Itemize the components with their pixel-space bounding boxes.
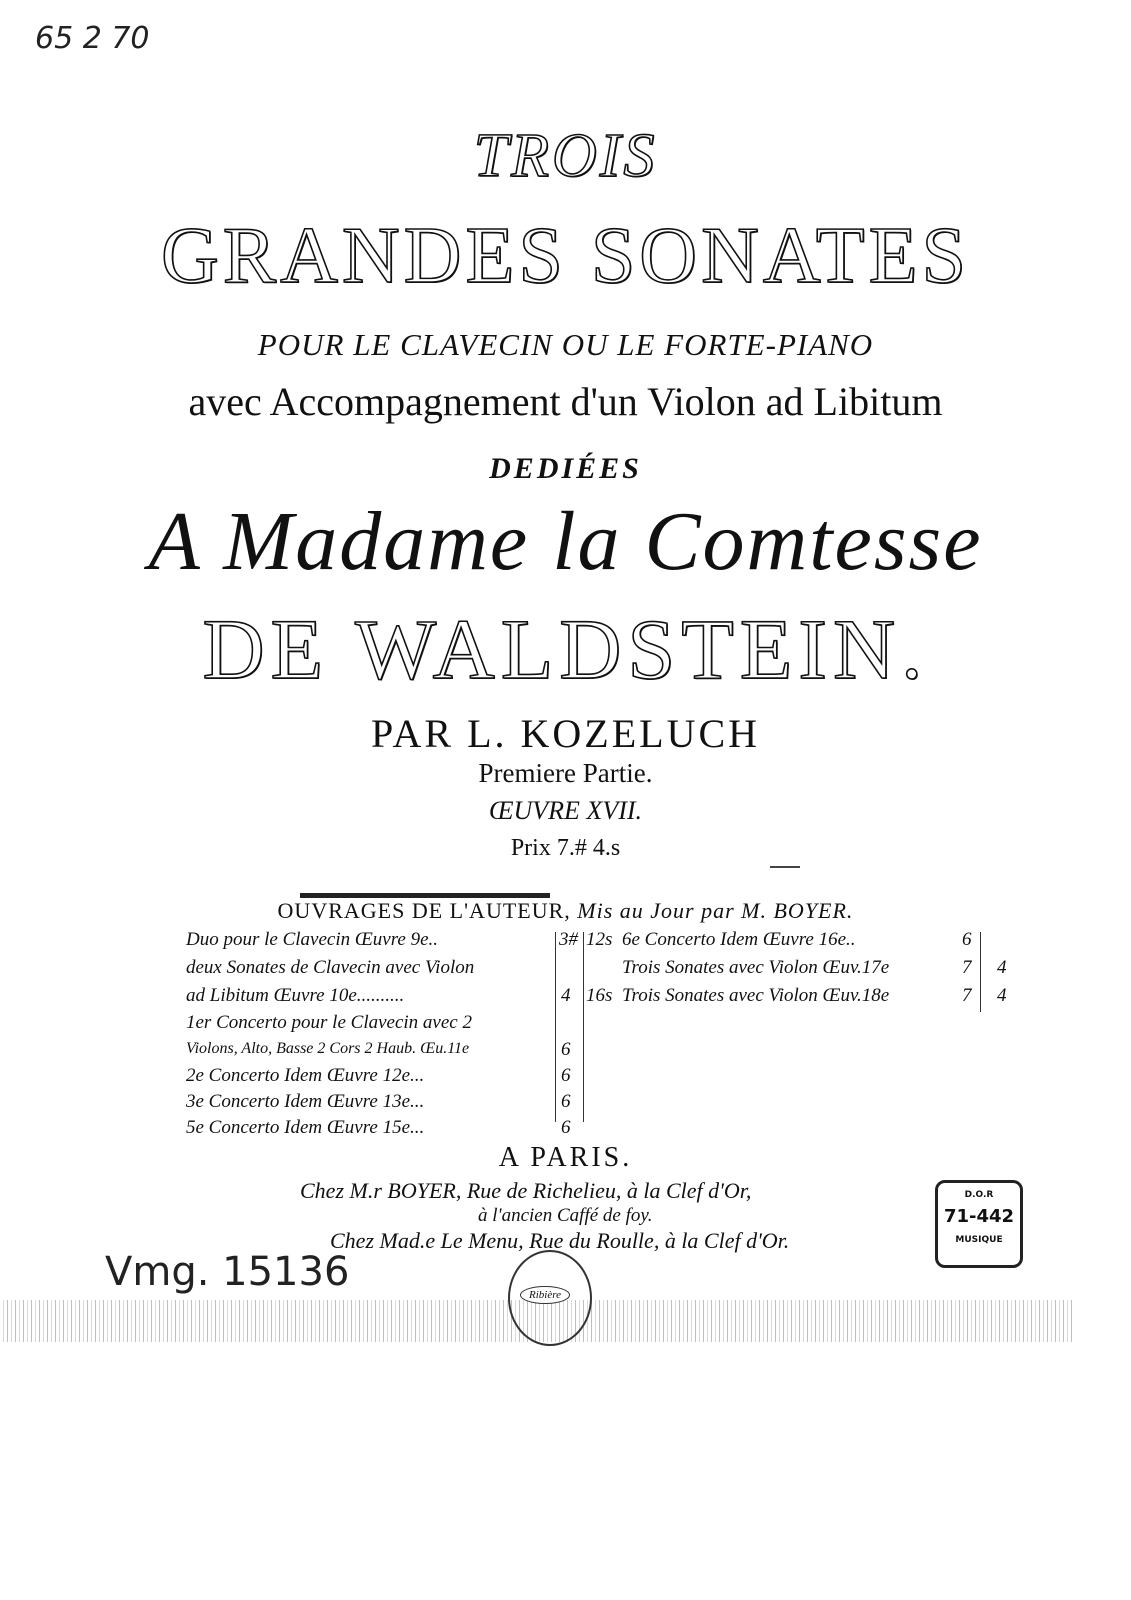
catalogue-heading-main: OUVRAGES DE L'AUTEUR, — [277, 898, 571, 923]
catalogue-row: 1er Concerto pour le Clavecin avec 2 — [186, 1012, 472, 1033]
catalogue-row: deux Sonates de Clavecin avec Violon — [186, 957, 475, 978]
part-label: Premiere Partie. — [478, 758, 653, 788]
catalogue-row: Duo pour le Clavecin Œuvre 9e.. 3# 12s — [186, 929, 613, 950]
catalogue-heading-publisher: Mis au Jour par M. BOYER. — [577, 898, 854, 923]
imprint-line-2: à l'ancien Caffé de foy. — [478, 1205, 653, 1226]
catalogue-row: Trois Sonates avec Violon Œuv.17e 7 4 — [622, 957, 1007, 978]
dedication-label: DEDIÉES — [489, 452, 642, 485]
imprint-line-1: Chez M.r BOYER, Rue de Richelieu, à la Clef d'Or, — [300, 1178, 752, 1203]
title-grandes-sonates: GRANDES SONATES — [161, 212, 970, 300]
catalogue-row: 3e Concerto Idem Œuvre 13e... 6 — [186, 1091, 571, 1112]
handwritten-note: 65 2 70 — [35, 21, 150, 56]
imprint-city: A PARIS. — [498, 1142, 633, 1173]
stamp-number: 71-442 — [943, 1206, 1015, 1227]
dedicatee-script: A Madame la Comtesse — [148, 495, 983, 588]
catalogue-row: Violons, Alto, Basse 2 Cors 2 Haub. Œu.11e 6 — [186, 1039, 571, 1060]
library-stamp — [935, 1180, 1023, 1268]
library-oval-stamp — [508, 1250, 592, 1346]
catalogue-row: Trois Sonates avec Violon Œuv.18e 7 4 — [622, 985, 1007, 1006]
catalogue-row: 2e Concerto Idem Œuvre 12e... 6 — [186, 1065, 571, 1086]
opus-number: ŒUVRE XVII. — [488, 796, 643, 825]
divider — [770, 866, 800, 868]
dedicatee-name: DE WALDSTEIN. — [202, 601, 929, 697]
composer: PAR L. KOZELUCH — [370, 711, 761, 756]
catalogue-heading — [0, 900, 1131, 922]
subtitle-accompaniment: avec Accompagnement d'un Violon ad Libitum — [188, 379, 943, 424]
catalogue-row: 6e Concerto Idem Œuvre 16e.. 6 — [622, 929, 972, 950]
subtitle-instruments: POUR LE CLAVECIN OU LE FORTE-PIANO — [257, 327, 874, 362]
price: Prix 7.# 4.s — [510, 835, 621, 861]
imprint-line-3: Chez Mad.e Le Menu, Rue du Roulle, à la Clef d'Or. — [330, 1228, 790, 1253]
stamp-top: D.O.R — [964, 1190, 994, 1200]
title-trois: TROIS — [473, 122, 658, 190]
stamp-bottom: MUSIQUE — [955, 1235, 1003, 1245]
catalogue-row: 5e Concerto Idem Œuvre 15e... 6 — [186, 1117, 571, 1138]
shelfmark: Vmg. 15136 — [105, 1249, 350, 1295]
catalogue-row: ad Libitum Œuvre 10e.......... 4 16s — [186, 985, 613, 1006]
oval-stamp-text: Ribière — [520, 1286, 570, 1304]
